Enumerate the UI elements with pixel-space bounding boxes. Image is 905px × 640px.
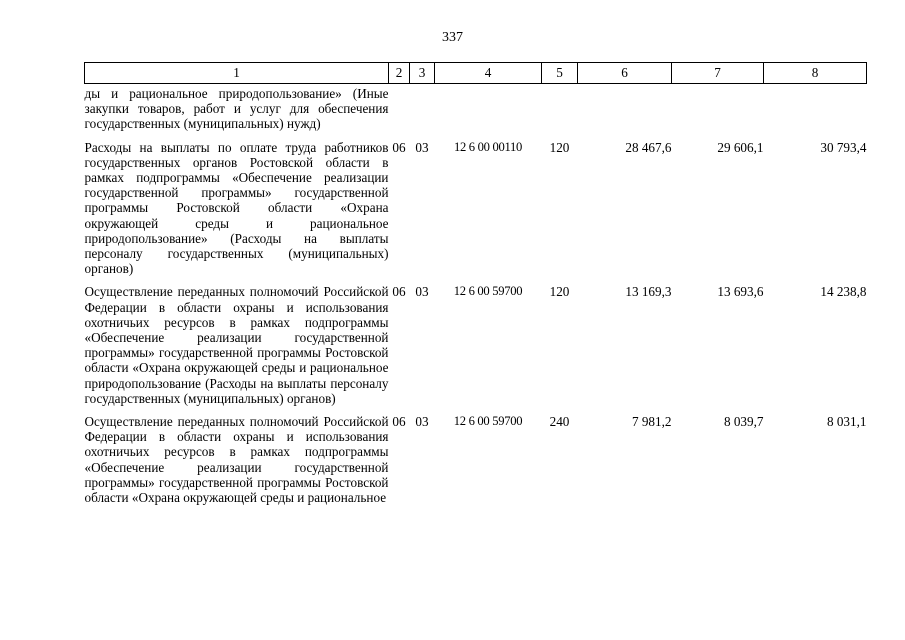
budget-table [84,62,867,505]
row-year2-amount: 13 693,6 [717,284,764,300]
row-subsection: 03 [415,414,429,430]
header-row [85,63,867,84]
row-section [389,84,410,140]
row-year3-amount: 14 238,8 [820,284,867,300]
row-subsection: 03 [415,139,429,155]
row-subsection [410,84,435,140]
row-description: ды и рациональное природопользование» (Иные закупки товаров, работ и услуг для обеспечения государственных (муниципальных) нужд) [84,86,389,132]
header-col-5: 5 [542,63,578,84]
table-header [85,63,867,84]
row-description: Осуществление переданных полномочий Российской Федерации в области охраны и использования охотничьих ресурсов в рамках подпрограммы «Обеспечение реализации государственной программы» государственной программы Ростовской области «Охрана окружающей среды и рациональное [84,414,389,506]
row-expense-type [542,84,578,140]
row-year1-amount: 13 169,3 [625,284,672,300]
header-col-3: 3 [410,63,435,84]
row-year3-amount: 30 793,4 [820,139,867,155]
page-number: 337 [442,30,463,45]
row-section: 06 [392,414,406,430]
row-description: Осуществление переданных полномочий Российской Федерации в области охраны и использования охотничьих ресурсов в рамках подпрограммы «Обеспечение реализации государственной программы» государственной программы Ростовской области «Охрана окружающей среды и рациональное природопользование (Расходы на выплаты персоналу государственных (муниципальных) органов) [84,284,389,406]
row-year1-amount: 7 981,2 [631,414,672,430]
header-col-7: 7 [672,63,764,84]
row-subsection: 03 [415,284,429,300]
row-year2-amount: 29 606,1 [717,139,764,155]
header-col-2: 2 [389,63,410,84]
table-body [85,84,867,506]
row-expense-type: 120 [549,139,570,155]
table-row [85,84,867,140]
header-col-4: 4 [435,63,542,84]
row-expense-type: 240 [549,414,570,430]
header-col-8: 8 [764,63,867,84]
row-target-article: 12 6 00 59700 [453,284,523,299]
row-section: 06 [392,139,406,155]
row-year1-amount [578,84,672,140]
header-col-1: 1 [85,63,389,84]
table-row [85,140,867,285]
row-description: Расходы на выплаты по оплате труда работников государственных органов Ростовской области в рамках подпрограммы «Обеспечение реализации государственной программы» государственной программы Ростовской области «Охрана окружающей среды и рациональное природопользование» (Расходы на выплаты персоналу государственных (муниципальных) органов) [84,139,389,277]
row-target-article [435,84,542,140]
row-target-article: 12 6 00 00110 [453,139,523,154]
row-year3-amount: 8 031,1 [826,414,867,430]
row-year2-amount [672,84,764,140]
row-year2-amount: 8 039,7 [723,414,764,430]
table-row [85,284,867,414]
row-section: 06 [392,284,406,300]
row-expense-type: 120 [549,284,570,300]
table-row [85,414,867,505]
row-target-article: 12 6 00 59700 [453,414,523,429]
header-col-6: 6 [578,63,672,84]
row-year3-amount [764,84,867,140]
row-year1-amount: 28 467,6 [625,139,672,155]
